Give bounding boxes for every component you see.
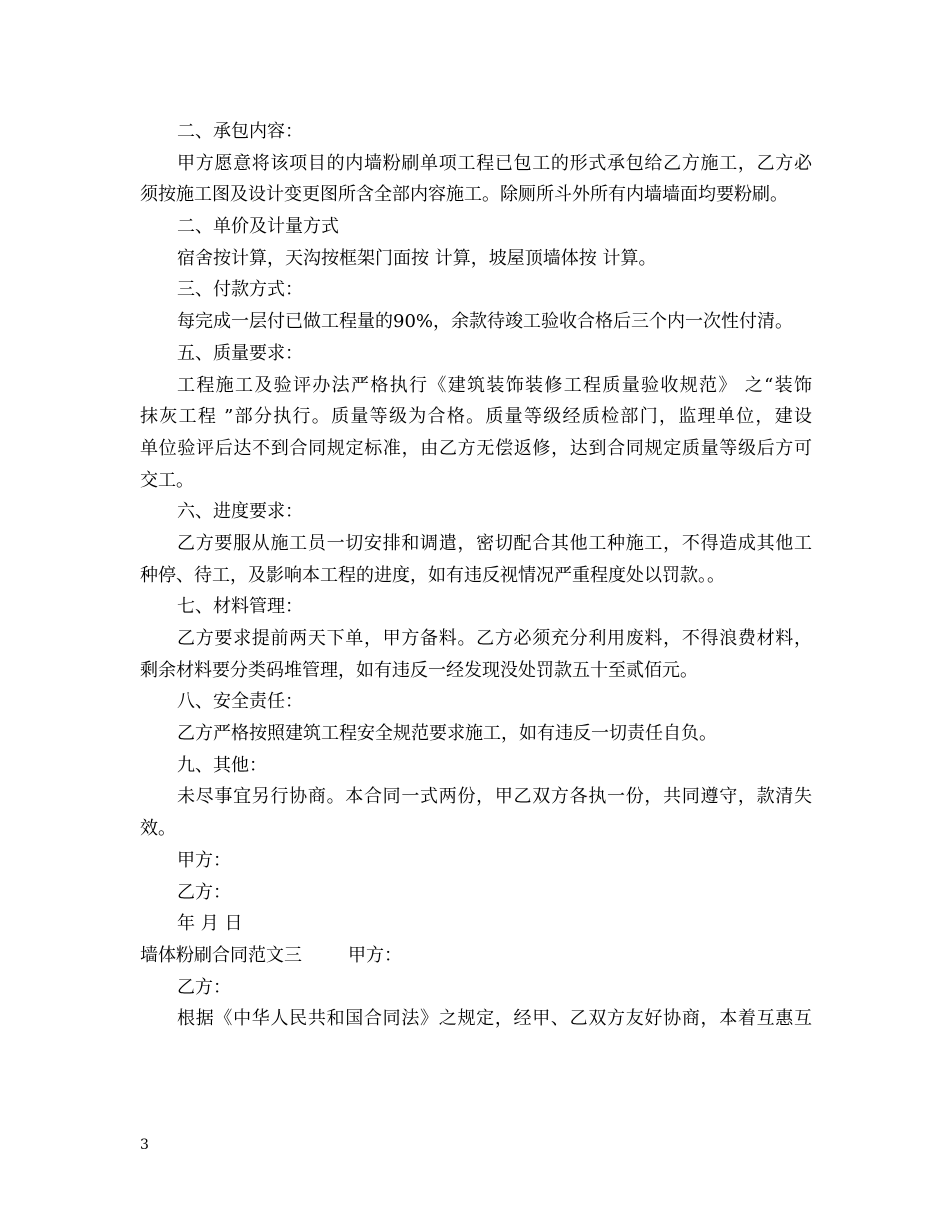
paragraph-line: 剩余材料要分类码堆管理，如有违反一经发现没处罚款五十至贰佰元。: [140, 659, 698, 681]
section-heading-unit-price: 二、单价及计量方式: [177, 216, 339, 238]
document-body: [140, 116, 812, 1035]
paragraph-line: 每完成一层付已做工程量的90%，余款待竣工验收合格后三个内一次性付清。: [177, 311, 794, 333]
party-a-label: 甲方：: [348, 944, 402, 966]
paragraph-line: 工程施工及验评办法严格执行《建筑装饰装修工程质量验收规范》 之“装饰: [177, 374, 812, 396]
paragraph-line: 根据《中华人民共和国合同法》之规定，经甲、乙双方友好协商，本着互惠互: [177, 1008, 812, 1030]
section-heading-materials: 七、材料管理：: [177, 596, 303, 618]
section-heading-quality: 五、质量要求：: [177, 342, 303, 364]
paragraph-line: 种停、待工，及影响本工程的进度，如有违反视情况严重程度处以罚款。。: [140, 564, 725, 586]
paragraph-line: 甲方愿意将该项目的内墙粉刷单项工程已包工的形式承包给乙方施工，乙方必: [177, 152, 812, 174]
section-heading-contract-scope: 二、承包内容：: [177, 121, 303, 142]
paragraph-line: 乙方要服从施工员一切安排和调遣，密切配合其他工种施工，不得造成其他工: [177, 532, 812, 554]
section-heading-other: 九、其他：: [177, 754, 267, 776]
section-heading-safety: 八、安全责任：: [177, 691, 303, 713]
paragraph-line: 未尽事宜另行协商。本合同一式两份，甲乙双方各执一份，共同遵守，款清失: [177, 786, 812, 808]
paragraph-line: 乙方严格按照建筑工程安全规范要求施工，如有违反一切责任自负。: [177, 723, 717, 745]
paragraph-line: 交工。: [140, 469, 194, 491]
party-b-label: 乙方：: [177, 976, 231, 998]
paragraph-line: 乙方要求提前两天下单，甲方备料。乙方必须充分利用废料，不得浪费材料，: [177, 628, 812, 649]
contract-title-line: [140, 940, 812, 972]
contract-title: 墙体粉刷合同范文三: [140, 944, 302, 966]
page-number: 3: [140, 1137, 149, 1153]
party-a-signature-label: 甲方：: [177, 849, 231, 871]
party-b-signature-label: 乙方：: [177, 881, 231, 903]
section-heading-payment: 三、付款方式：: [177, 279, 303, 301]
paragraph-line: 单位验评后达不到合同规定标准，由乙方无偿返修，达到合同规定质量等级后方可: [140, 437, 812, 459]
paragraph-line: 须按施工图及设计变更图所含全部内容施工。除厕所斗外所有内墙墙面均要粉刷。: [140, 184, 788, 206]
paragraph-line: 宿舍按计算，天沟按框架门面按 计算，坡屋顶墙体按 计算。: [177, 247, 657, 269]
paragraph-line: 效。: [140, 818, 176, 840]
paragraph-line: 抹灰工程 ”部分执行。质量等级为合格。质量等级经质检部门，监理单位，建设: [140, 406, 812, 428]
section-heading-schedule: 六、进度要求：: [177, 501, 303, 523]
date-line: 年 月 日: [177, 913, 243, 935]
